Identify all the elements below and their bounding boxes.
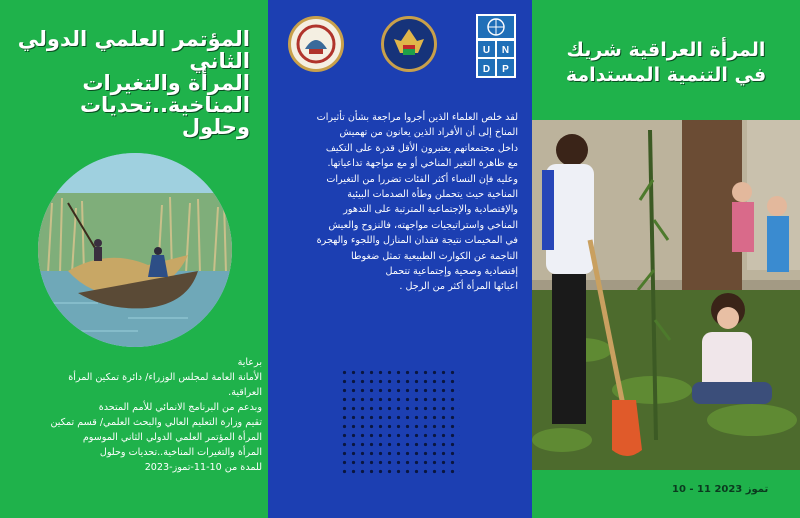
- undp-logo: [476, 14, 516, 78]
- main-title: [538, 38, 794, 88]
- body-line: إقتصادية وصحية وإجتماعية تتحمل: [385, 266, 518, 278]
- middle-panel: [268, 0, 532, 518]
- svg-text:U: U: [482, 45, 491, 56]
- sponsor-line: برعاية: [237, 357, 262, 368]
- main-title-line1: المرأة العراقية شريك: [566, 39, 766, 61]
- event-date: 10 - 11 تموز 2023: [672, 484, 769, 495]
- body-line: الناجمة عن الكوارث الطبيعية تمثل ضغوطا: [350, 250, 518, 262]
- svg-text:N: N: [501, 45, 510, 56]
- conference-title-line4: المناخية..تحديات وحلول: [79, 93, 250, 139]
- body-line: مع ظاهرة التغير المناخي أو مع مواجهة تداعياتها.: [327, 158, 518, 170]
- marshes-painting: [38, 153, 232, 347]
- un-globe-icon: [476, 14, 516, 78]
- marshes-painting-illustration: [38, 153, 232, 347]
- tree-planting-illustration: [532, 120, 800, 470]
- logo-row: [286, 14, 516, 74]
- main-title-line2: في التنمية المستدامة: [565, 64, 767, 86]
- body-line: داخل مجتمعاتهم يعتبرون الأقل قدرة على التكيف: [325, 142, 518, 154]
- iraq-emblem-icon: [381, 16, 437, 72]
- sponsor-line: العراقية.: [228, 387, 262, 398]
- body-line: المناخية حيث يتحملن وطأة الصدمات البيئية: [347, 189, 518, 201]
- sponsor-line: المرأة المؤتمر العلمي الدولي الثاني الموسوم: [82, 432, 262, 443]
- conference-title-line1: المؤتمر العلمي الدولي: [17, 27, 250, 51]
- tree-planting-photo: [532, 120, 800, 470]
- svg-text:D: D: [482, 64, 491, 75]
- conference-title-line2: الثاني: [189, 49, 250, 73]
- body-line: اعبائها المرأة أكثر من الرجل .: [399, 281, 518, 293]
- body-line: في المخيمات نتيجة فقدان المنازل واللجوء والهجرة: [316, 235, 518, 247]
- sponsor-line: المرأة والتغيرات المناخية..تحديات وحلول: [99, 447, 262, 458]
- conference-title-line3: المرأة والتغيرات: [82, 71, 250, 95]
- sponsor-line: تقيم وزارة التعليم العالي والبحث العلمي/ قسم تمكين: [50, 417, 262, 428]
- body-line: وعليه فإن النساء أكثر الفئات تضررا من التغيرات: [326, 173, 518, 185]
- university-seal-icon: [288, 16, 344, 72]
- sponsor-line: الأمانة العامة لمجلس الوزراء/ دائرة تمكين المرأة: [68, 372, 262, 383]
- body-line: لقد خلص العلماء الذين أجروا مراجعة بشأن تأثيرات: [316, 112, 518, 123]
- svg-text:P: P: [502, 64, 509, 75]
- body-line: المناخي واستراتيجيات مواجهته، فالنزوح والعيش: [328, 219, 518, 231]
- decorative-dot-grid: [340, 368, 460, 474]
- conference-title: [10, 28, 250, 138]
- climate-impact-text: [282, 110, 518, 295]
- sponsor-line: للمدة من 10-11-تموز-2023: [144, 462, 262, 473]
- left-panel: [0, 0, 268, 518]
- body-line: المناخ إلى أن الأفراد الذين يعانون من تهميش: [339, 127, 518, 139]
- body-line: والإقتصادية والإجتماعية المترتبة على التدهور: [343, 204, 518, 216]
- sponsor-line: وبدعم من البرنامج الانمائي للأمم المتحدة: [98, 402, 262, 413]
- sponsorship-text: [6, 355, 262, 475]
- right-panel: [532, 0, 800, 518]
